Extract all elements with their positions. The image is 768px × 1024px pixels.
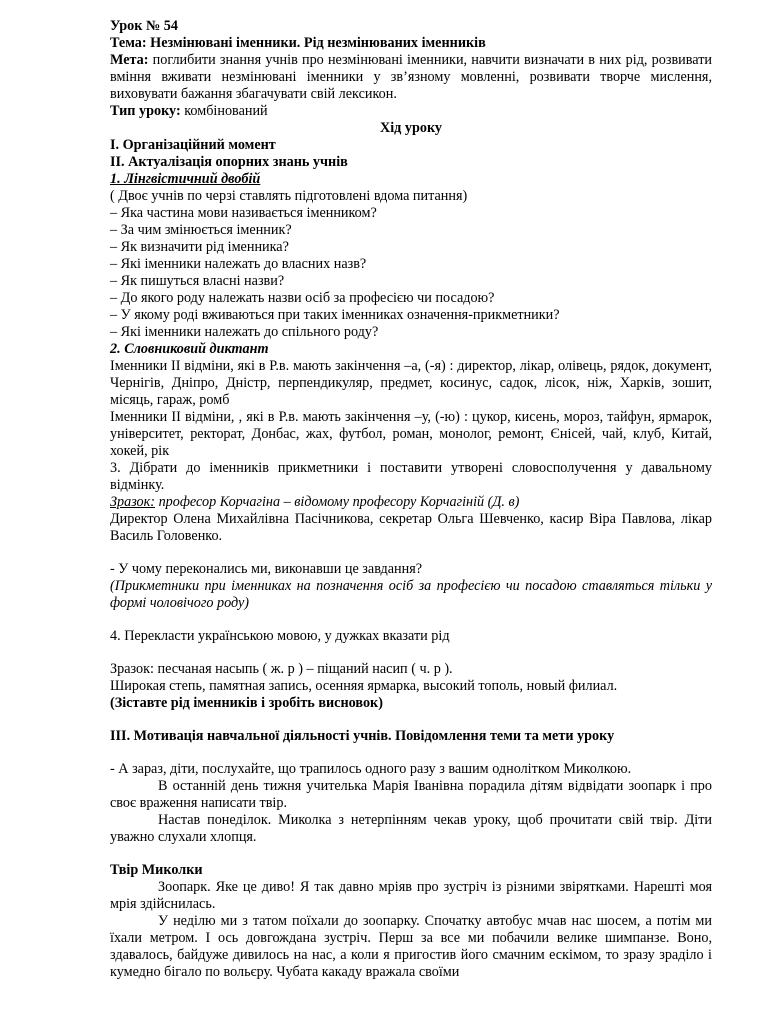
- section-3-heading: ІІІ. Мотивація навчальної діяльності учнів. Повідомлення теми та мети уроку: [110, 728, 615, 744]
- section-1-heading: І. Організаційний момент: [110, 137, 276, 153]
- duel-question: – Яка частина мови називається іменником?: [110, 205, 377, 221]
- essay-title: Твір Миколки: [110, 862, 203, 878]
- lesson-topic: [110, 35, 712, 52]
- progress-title: Хід уроку: [379, 120, 443, 136]
- duel-question: – Як пишуться власні назви?: [110, 273, 285, 289]
- task-3-text: 3. Дібрати до іменників прикметники і поставити утворені словосполучення у давальному відмінку.: [110, 460, 712, 493]
- dictation-group-u: Іменники ІІ відміни, , які в Р.в. мають закінчення –у, (-ю) : цукор, кисень, мороз, тайфун, ярмарок, університет, ректорат, Донбас, жах, футбол, роман, монолог, ремонт, Єнісей, чай, клуб, Китай, хокей, рік: [110, 409, 712, 459]
- task-3-answer: (Прикметники при іменниках на позначення осіб за професією чи посадою ставляться тільки у формі чоловічого роду): [110, 578, 712, 611]
- type-text: комбінований: [180, 103, 268, 119]
- topic-label: Тема:: [110, 35, 147, 51]
- task-4-note: (Зіставте рід іменників і зробіть висновок): [110, 695, 383, 711]
- task-3-words: Директор Олена Михайлівна Пасічникова, секретар Ольга Шевченко, касир Віра Павлова, лікар Василь Головенко.: [110, 511, 712, 544]
- duel-title: 1. Лінгвістичний двобій: [110, 171, 261, 187]
- goal-label: Мета:: [110, 52, 149, 68]
- type-label: Тип уроку:: [110, 103, 181, 119]
- task-3-sample: [110, 494, 712, 511]
- motivation-paragraph: Настав понеділок. Миколка з нетерпінням чекав уроку, щоб прочитати свій твір. Діти уважно слухали хлопця.: [110, 812, 712, 845]
- duel-question: – Які іменники належать до власних назв?: [110, 256, 367, 272]
- lesson-goal: [110, 52, 712, 103]
- sample-label: Зразок:: [110, 494, 156, 510]
- motivation-paragraph: В останній день тижня учителька Марія Іванівна порадила дітям відвідати зоопарк і про своє враження написати твір.: [110, 778, 712, 811]
- topic-text: Незмінювані іменники. Рід незмінюваних іменників: [146, 35, 486, 51]
- sample-text: професор Корчагіна – відомому професору Корчагіній (Д. в): [155, 494, 520, 510]
- section-2-heading: ІІ. Актуалізація опорних знань учнів: [110, 154, 348, 170]
- goal-text: поглибити знання учнів про незмінювані іменники, навчити визначати в них рід, розвивати вміння вживати незмінювані іменники у зв’язному мовленні, розвивати творче мислення, виховувати бажання збагачувати свій лексикон.: [110, 52, 712, 102]
- task-3-question: - У чому переконались ми, виконавши це завдання?: [110, 561, 423, 577]
- task-4-sample: Зразок: песчаная насыпь ( ж. р ) – піщаний насип ( ч. р ).: [110, 661, 453, 677]
- duel-question: – За чим змінюється іменник?: [110, 222, 292, 238]
- task-4-text: 4. Перекласти українською мовою, у дужках вказати рід: [110, 628, 450, 644]
- essay-paragraph: У неділю ми з татом поїхали до зоопарку. Спочатку автобус мчав нас шосем, а потім ми їхали метром. І ось довгождана зустріч. Перш за все ми побачили велике шимпанзе. Воно, здавалось, байдуже дивилось на нас, а коли я пригостив його смачним ескімом, то зразу зраділо і кумедно бігало по вольєру. Чубата какаду вражала своїми: [110, 913, 712, 980]
- duel-question: – У якому роді вживаються при таких іменниках означення-прикметники?: [110, 307, 560, 323]
- dictation-group-a: Іменники ІІ відміни, які в Р.в. мають закінчення –а, (-я) : директор, лікар, олівець, рядок, документ, Чернігів, Дніпро, Дністр, перпендикуляр, предмет, косинус, садок, лісок, ніж, Харків, зошит, місяць, гараж, ромб: [110, 358, 712, 408]
- duel-question: – Які іменники належать до спільного роду?: [110, 324, 379, 340]
- lesson-number: Урок № 54: [110, 18, 178, 34]
- duel-question: – До якого роду належать назви осіб за професією чи посадою?: [110, 290, 495, 306]
- task-4-words: Широкая степь, памятная запись, осенняя ярмарка, высокий тополь, новый филиал.: [110, 678, 618, 694]
- lesson-type: [110, 103, 712, 120]
- duel-intro: ( Двоє учнів по черзі ставлять підготовлені вдома питання): [110, 188, 468, 204]
- dictation-title: 2. Словниковий диктант: [110, 341, 269, 357]
- essay-paragraph: Зоопарк. Яке це диво! Я так давно мріяв про зустріч із різними звірятками. Нарешті моя мрія здійснилась.: [110, 879, 712, 912]
- motivation-intro: - А зараз, діти, послухайте, що трапилось одного разу з вашим однолітком Миколкою.: [110, 761, 632, 777]
- duel-question: – Як визначити рід іменника?: [110, 239, 289, 255]
